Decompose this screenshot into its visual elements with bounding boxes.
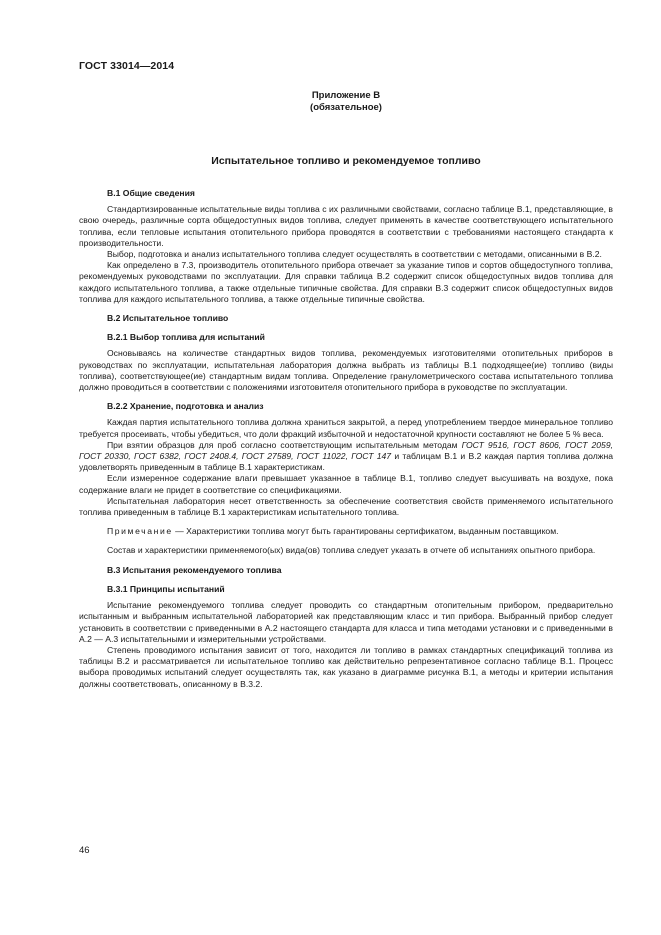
note [79,526,613,537]
standards-list: ГОСТ 9516, ГОСТ 8606, ГОСТ 2059, ГОСТ 20330, ГОСТ 6382, ГОСТ 2408.4, ГОСТ 27589, ГОСТ 11022, ГОСТ 147 [79,439,613,462]
section-heading-b3: В.3 Испытания рекомендуемого топлива [107,564,282,575]
page-number: 46 [79,845,90,856]
section-heading-b21: В.2.1 Выбор топлива для испытаний [107,332,265,343]
paragraph-text: При взятии образцов для проб согласно соответствующим испытательным методам [107,439,462,450]
section-heading-b31: В.3.1 Принципы испытаний [107,583,225,594]
paragraph-text: и таблицам В.1 и В.2 каждая партия топлива должна удовлетворять приведенным в таблице В.1 характеристикам. [79,451,613,473]
note-text: — Характеристики топлива могут быть гарантированы сертификатом, выданным поставщиком. [172,526,559,537]
paragraph: Состав и характеристики применяемого(ых) вида(ов) топлива следует указать в отчете об испытаниях опытного прибора. [107,545,596,556]
paragraph: Если измеренное содержание влаги превышает указанное в таблице В.1, топливо следует высушивать на воздухе, пока содержание влаги не придет в соответствие со спецификациями. [79,473,613,495]
paragraph: Испытание рекомендуемого топлива следует проводить со стандартным отопительным прибором, предварительно испытанным и выбранным испытательной лабораторией как представляющим класс и тип прибора. Выбранный прибор следует установить в соответствии с приведенными в А.2 настоящего стандарта для класса и типа методами установки и с приведенными в А.2 — А.3 испытательными и измерительными устройствами. [79,600,613,644]
section-heading-b22: В.2.2 Хранение, подготовка и анализ [107,401,264,412]
paragraph: Выбор, подготовка и анализ испытательного топлива следует осуществлять в соответствии с методами, описанными в В.2. [107,249,602,260]
document-body [79,188,613,690]
paragraph: Как определено в 7.3, производитель отопительного прибора отвечает за указание типов и сортов общедоступного топлива, рекомендуемых руководствами по эксплуатации. Для справки таблица В.2 содержит список общедоступных видов топлива для каждого испытательного топлива, а также отдельные типичные свойства. Для справки В.3 содержит список общедоступных видов топлива для каждого испытательного топлива, а также отдельные типичные свойства. [79,260,613,304]
paragraph: Степень проводимого испытания зависит от того, находится ли топливо в рамках стандартных спецификаций топлива из таблицы В.2 и рассматривается ли испытательное топливо как действительно репрезентативное согласно таблице В.1. Процесс выбора проводимых испытаний следует осуществлять так, как указано в диаграмме рисунка В.1, а методы и критерии испытания должны соответствовать, описанному в В.3.2. [79,644,613,689]
paragraph: Стандартизированные испытательные виды топлива с их различными свойствами, согласно таблице В.1, представляющие, в свою очередь, различные сорта общедоступных видов топлива, следует применять в качестве соответствующего испытательного топлива, если тепловые испытания отопительного прибора проводятся в соответствии с требованиями настоящего стандарта к производительности. [79,204,613,248]
section-heading-b2: В.2 Испытательное топливо [107,313,229,324]
annex-title: Приложение В [311,90,381,101]
paragraph: Каждая партия испытательного топлива должна храниться закрытой, а перед употреблением твердое минеральное топливо требуется просеивать, чтобы убедиться, что доли фракций избыточной и недостаточной крупности составляют не более 5 % веса. [79,417,613,439]
paragraph: Основываясь на количестве стандартных видов топлива, рекомендуемых изготовителями отопительных приборов в руководствах по эксплуатации, испытательная лаборатория должна выбрать из таблицы В.1 подходящее(ие) топливо (виды топлива), соответствующее(ие) стандартным видам топлива. Определение гранулометрического состава испытательного топлива должно проводиться в соответствии с положениями изготовителя отопительного прибора в руководстве по эксплуатации. [79,348,613,393]
document-title: Испытательное топливо и рекомендуемое топливо [211,155,481,167]
standard-header: ГОСТ 33014—2014 [79,60,175,72]
section-heading-b1: В.1 Общие сведения [107,188,195,198]
paragraph: Испытательная лаборатория несет ответственность за обеспечение соответствия свойств применяемого испытательного топлива приведенным в таблице В.1 характеристикам испытательного топлива. [79,495,613,518]
annex-status: (обязательное) [310,102,382,113]
paragraph-standards [79,440,613,474]
note-label: Примечание [107,526,173,537]
annex-heading [79,90,613,114]
